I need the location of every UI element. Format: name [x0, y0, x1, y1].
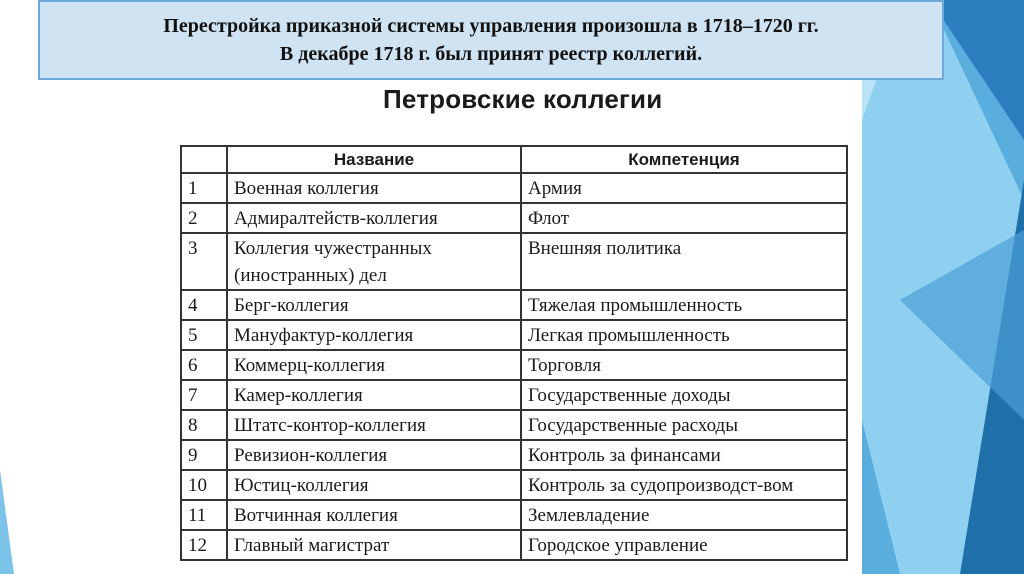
- table-row: [181, 173, 847, 203]
- header-name: Название: [227, 146, 521, 173]
- row-num: 3: [181, 233, 227, 290]
- header-num: [181, 146, 227, 173]
- row-num: 5: [181, 320, 227, 350]
- row-num: 2: [181, 203, 227, 233]
- caption-line-1: Перестройка приказной системы управления произошла в 1718–1720 гг.: [163, 15, 819, 37]
- table-row: [181, 380, 847, 410]
- row-name: Мануфактур-коллегия: [227, 320, 521, 350]
- row-num: 1: [181, 173, 227, 203]
- table-row: [181, 233, 847, 290]
- row-competence: Тяжелая промышленность: [521, 290, 847, 320]
- row-name: Военная коллегия: [227, 173, 521, 203]
- row-competence: Армия: [521, 173, 847, 203]
- row-num: 6: [181, 350, 227, 380]
- table-row: [181, 530, 847, 560]
- table-row: [181, 350, 847, 380]
- row-competence: Государственные доходы: [521, 380, 847, 410]
- caption-line-2: В декабре 1718 г. был принят реестр коллегий.: [279, 43, 703, 65]
- row-competence: Городское управление: [521, 530, 847, 560]
- row-num: 9: [181, 440, 227, 470]
- row-num: 12: [181, 530, 227, 560]
- row-name: Коллегия чужестранных (иностранных) дел: [227, 233, 521, 290]
- row-num: 11: [181, 500, 227, 530]
- table-row: [181, 410, 847, 440]
- row-num: 7: [181, 380, 227, 410]
- table-row: [181, 290, 847, 320]
- row-competence: Внешняя политика: [521, 233, 847, 290]
- row-num: 4: [181, 290, 227, 320]
- row-num: 10: [181, 470, 227, 500]
- table-title: Петровские коллегии: [383, 84, 663, 114]
- row-name: Берг-коллегия: [227, 290, 521, 320]
- row-name: Штатс-контор-коллегия: [227, 410, 521, 440]
- caption-box: [38, 0, 944, 80]
- row-competence: Государственные расходы: [521, 410, 847, 440]
- colleges-table: [180, 145, 848, 561]
- row-competence: Контроль за судопроизводст-вом: [521, 470, 847, 500]
- row-num: 8: [181, 410, 227, 440]
- table-row: [181, 203, 847, 233]
- table-row: [181, 470, 847, 500]
- row-name: Ревизион-коллегия: [227, 440, 521, 470]
- row-competence: Легкая промышленность: [521, 320, 847, 350]
- row-name: Камер-коллегия: [227, 380, 521, 410]
- row-competence: Контроль за финансами: [521, 440, 847, 470]
- row-name: Юстиц-коллегия: [227, 470, 521, 500]
- row-name: Коммерц-коллегия: [227, 350, 521, 380]
- table-row: [181, 500, 847, 530]
- table-row: [181, 320, 847, 350]
- table-header-row: [181, 146, 847, 173]
- table-row: [181, 440, 847, 470]
- row-competence: Торговля: [521, 350, 847, 380]
- row-competence: Землевладение: [521, 500, 847, 530]
- row-name: Вотчинная коллегия: [227, 500, 521, 530]
- row-competence: Флот: [521, 203, 847, 233]
- row-name: Адмиралтейств-коллегия: [227, 203, 521, 233]
- header-competence: Компетенция: [521, 146, 847, 173]
- row-name: Главный магистрат: [227, 530, 521, 560]
